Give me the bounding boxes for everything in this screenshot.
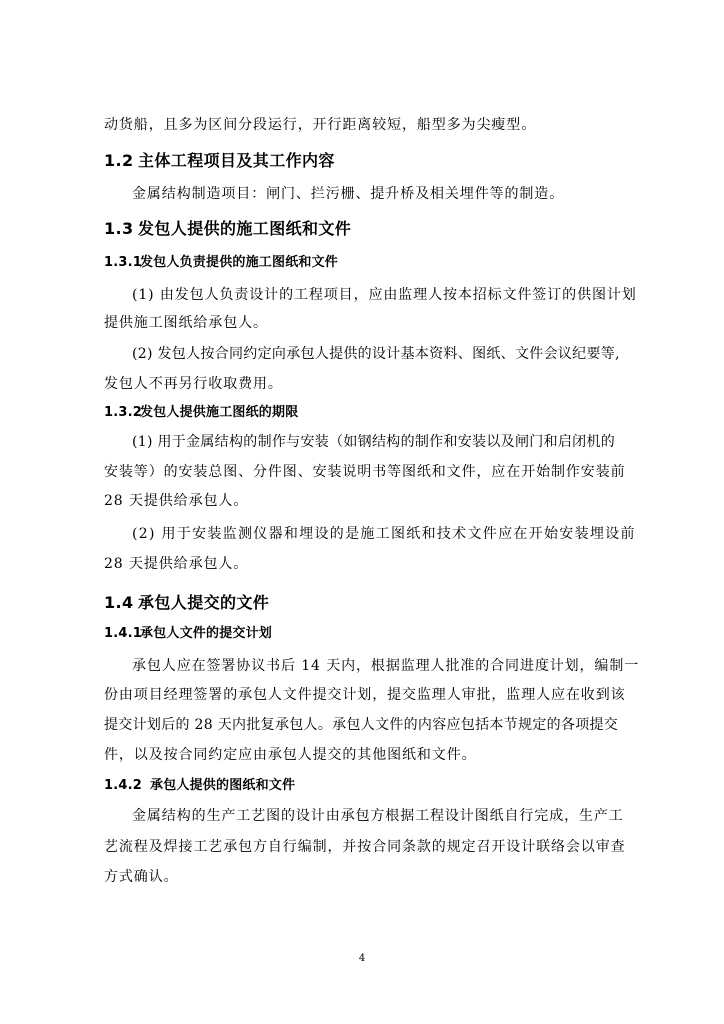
subsection-number: 1.4.1 (104, 626, 143, 641)
paragraph-line: 发包人不再另行收取费用。 (104, 376, 283, 392)
subsection-heading-1-3-1 (104, 253, 624, 273)
paragraph-line: 份由项目经理签署的承包人文件提交计划，提交监理人审批，监理人应在收到该 (104, 687, 626, 703)
subsection-title: 承包人提供的图纸和文件 (150, 778, 296, 793)
section-number: 1.3 (104, 219, 134, 238)
paragraph-line: 金属结构制造项目：闸门、拦污栅、提升桥及相关埋件等的制造。 (132, 186, 565, 202)
subsection-heading-1-4-2 (104, 776, 624, 796)
paragraph-line: (1) 用于金属结构的制作与安装（如钢结构的制作和安装以及闸门和启闭机的 (132, 434, 616, 450)
subsection-title: 发包人负责提供的施工图纸和文件 (140, 255, 339, 270)
section-heading-1-4 (104, 592, 624, 614)
section-title: 承包人提交的文件 (138, 593, 270, 612)
paragraph-line: (2) 用于安装监测仪器和埋设的是施工图纸和技术文件应在开始安装埋设前 (132, 526, 636, 542)
paragraph-line: 提交计划后的 28 天内批复承包人。承包人文件的内容应包括本节规定的各项提交 (104, 717, 619, 733)
paragraph-line: 动货船，且多为区间分段运行，开行距离较短，船型多为尖瘦型。 (104, 117, 537, 133)
subsection-heading-1-3-2 (104, 403, 624, 423)
paragraph-line: (1) 由发包人负责设计的工程项目，应由监理人按本招标文件签订的供图计划 (132, 287, 637, 303)
paragraph-line: 艺流程及焊接工艺承包方自行编制，并按合同条款的规定召开设计联络会以审查 (104, 839, 626, 855)
paragraph-line: 承包人应在签署协议书后 14 天内，根据监理人批准的合同进度计划，编制一 (132, 658, 640, 674)
paragraph-line: 方式确认。 (104, 869, 179, 885)
subsection-title: 发包人提供施工图纸的期限 (140, 405, 299, 420)
paragraph-line: 28 天提供给承包人。 (104, 493, 249, 509)
section-title: 主体工程项目及其工作内容 (138, 151, 335, 170)
section-heading-1-2 (104, 150, 624, 172)
section-heading-1-3 (104, 218, 624, 240)
paragraph-line: 金属结构的生产工艺图的设计由承包方根据工程设计图纸自行完成，生产工 (132, 808, 624, 824)
section-number: 1.4 (104, 593, 134, 612)
paragraph-line: 28 天提供给承包人。 (104, 556, 249, 572)
subsection-number: 1.3.1 (104, 255, 143, 270)
section-title: 发包人提供的施工图纸和文件 (138, 219, 352, 238)
page-number: 4 (358, 953, 366, 964)
subsection-number: 1.4.2 (104, 778, 143, 793)
subsection-title: 承包人文件的提交计划 (140, 626, 273, 641)
subsection-number: 1.3.2 (104, 405, 143, 420)
paragraph-line: 件，以及按合同约定应由承包人提交的其他图纸和文件。 (104, 747, 477, 763)
paragraph-line: 提供施工图纸给承包人。 (104, 315, 268, 331)
subsection-heading-1-4-1 (104, 624, 624, 644)
paragraph-line: 安装等）的安装总图、分件图、安装说明书等图纸和文件，应在开始制作安装前 (104, 464, 626, 480)
paragraph-line: (2) 发包人按合同约定向承包人提供的设计基本资料、图纸、文件会议纪要等, (132, 346, 620, 362)
section-number: 1.2 (104, 151, 134, 170)
